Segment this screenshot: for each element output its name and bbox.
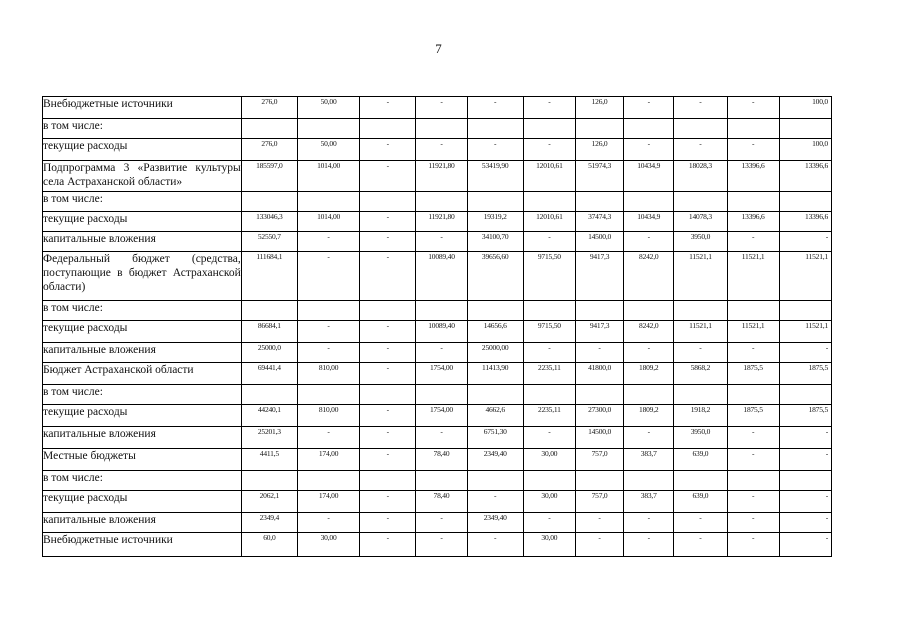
value-cell: 37474,3 [575,212,623,232]
value-cell [727,385,779,405]
value-cell: 2349,4 [241,513,297,533]
table-row [43,252,832,301]
value-cell: 25201,3 [241,427,297,449]
value-cell: - [360,212,416,232]
value-cell: - [297,232,359,252]
value-cell [674,385,727,405]
value-cell: - [360,161,416,192]
row-label: в том числе: [43,301,242,321]
row-label: Местные бюджеты [43,449,242,471]
value-cell: 757,0 [575,449,623,471]
value-cell: 25000,0 [241,343,297,363]
value-cell: 8242,0 [624,321,674,343]
value-cell [416,385,467,405]
value-cell: 10434,9 [624,212,674,232]
value-cell: - [523,427,575,449]
value-cell: 11521,1 [674,321,727,343]
table-row [43,533,832,557]
value-cell: 11521,1 [674,252,727,301]
row-label: Внебюджетные источники [43,97,242,119]
value-cell: - [297,252,359,301]
value-cell [467,119,523,139]
value-cell [297,301,359,321]
value-cell [624,301,674,321]
value-cell [674,119,727,139]
value-cell: - [727,232,779,252]
value-cell: - [674,139,727,161]
table-row [43,212,832,232]
budget-table [42,96,832,557]
value-cell: - [727,343,779,363]
row-label: текущие расходы [43,491,242,513]
value-cell: 276,0 [241,139,297,161]
value-cell [523,119,575,139]
value-cell [360,471,416,491]
value-cell: 19319,2 [467,212,523,232]
value-cell: 1754,00 [416,363,467,385]
row-label: Федеральный бюджет (средства, поступающие в бюджет Астраханской области) [43,252,242,301]
value-cell: - [416,97,467,119]
value-cell: - [674,533,727,557]
value-cell: - [360,513,416,533]
value-cell: - [674,343,727,363]
value-cell: 9417,3 [575,252,623,301]
value-cell: 60,0 [241,533,297,557]
value-cell: 41800,0 [575,363,623,385]
value-cell [624,471,674,491]
value-cell: 14078,3 [674,212,727,232]
value-cell: - [779,513,831,533]
value-cell: - [360,363,416,385]
value-cell: - [523,513,575,533]
value-cell: - [779,449,831,471]
row-label: капитальные вложения [43,513,242,533]
value-cell [575,301,623,321]
value-cell: - [727,97,779,119]
value-cell: - [575,343,623,363]
value-cell: 30,00 [297,533,359,557]
table-row [43,97,832,119]
value-cell: - [297,321,359,343]
table-row [43,161,832,192]
value-cell: 100,0 [779,139,831,161]
value-cell [523,301,575,321]
value-cell [467,385,523,405]
row-label: текущие расходы [43,321,242,343]
value-cell: 383,7 [624,491,674,513]
value-cell: 276,0 [241,97,297,119]
value-cell: 10434,9 [624,161,674,192]
table-row [43,343,832,363]
value-cell [674,192,727,212]
value-cell [297,385,359,405]
table-row [43,427,832,449]
value-cell: 11413,90 [467,363,523,385]
value-cell [467,192,523,212]
value-cell [360,192,416,212]
value-cell [624,119,674,139]
row-label: в том числе: [43,119,242,139]
value-cell: - [360,533,416,557]
value-cell [467,471,523,491]
value-cell [624,385,674,405]
value-cell: 18028,3 [674,161,727,192]
value-cell: 126,0 [575,97,623,119]
value-cell: 1875,5 [779,405,831,427]
table-row [43,301,832,321]
value-cell: 9417,3 [575,321,623,343]
value-cell: 13396,6 [779,212,831,232]
value-cell: - [467,491,523,513]
value-cell [727,192,779,212]
value-cell: 44240,1 [241,405,297,427]
table-row [43,491,832,513]
value-cell: - [360,252,416,301]
value-cell: - [575,533,623,557]
value-cell: 53419,90 [467,161,523,192]
value-cell: - [727,139,779,161]
table-row [43,192,832,212]
value-cell: 2349,40 [467,449,523,471]
value-cell: 1809,2 [624,363,674,385]
value-cell: 11921,80 [416,161,467,192]
value-cell [523,385,575,405]
row-label: капитальные вложения [43,232,242,252]
value-cell: - [624,513,674,533]
value-cell: 52550,7 [241,232,297,252]
value-cell: - [674,97,727,119]
value-cell: - [727,513,779,533]
value-cell: 39656,60 [467,252,523,301]
value-cell: 3950,0 [674,427,727,449]
value-cell: 1754,00 [416,405,467,427]
value-cell: 810,00 [297,363,359,385]
value-cell: 27300,0 [575,405,623,427]
row-label: текущие расходы [43,405,242,427]
value-cell: - [416,533,467,557]
value-cell [416,471,467,491]
value-cell: - [624,533,674,557]
value-cell: 9715,50 [523,252,575,301]
value-cell: 100,0 [779,97,831,119]
value-cell: 1875,5 [727,405,779,427]
value-cell [241,119,297,139]
value-cell: 11921,80 [416,212,467,232]
value-cell: 78,40 [416,491,467,513]
value-cell: 86684,1 [241,321,297,343]
row-label: в том числе: [43,385,242,405]
row-label: Подпрограмма 3 «Развитие культуры села Астраханской области» [43,161,242,192]
value-cell: 1014,00 [297,161,359,192]
value-cell: 2349,40 [467,513,523,533]
row-label: текущие расходы [43,212,242,232]
value-cell [360,301,416,321]
value-cell: - [523,139,575,161]
value-cell: - [360,343,416,363]
value-cell [523,471,575,491]
value-cell: - [297,513,359,533]
value-cell: - [360,405,416,427]
value-cell: 12010,61 [523,161,575,192]
row-label: в том числе: [43,471,242,491]
value-cell: 9715,50 [523,321,575,343]
value-cell: 1918,2 [674,405,727,427]
value-cell: 8242,0 [624,252,674,301]
value-cell [779,471,831,491]
value-cell: - [779,343,831,363]
value-cell: - [360,449,416,471]
row-label: Бюджет Астраханской области [43,363,242,385]
value-cell: 133046,3 [241,212,297,232]
value-cell: - [624,343,674,363]
value-cell: - [416,139,467,161]
value-cell: 78,40 [416,449,467,471]
value-cell: - [523,97,575,119]
value-cell: - [416,513,467,533]
value-cell: - [360,232,416,252]
value-cell [779,192,831,212]
value-cell: - [575,513,623,533]
value-cell: - [624,232,674,252]
value-cell: 1014,00 [297,212,359,232]
table-row [43,405,832,427]
value-cell: 14500,0 [575,232,623,252]
value-cell [241,192,297,212]
row-label: в том числе: [43,192,242,212]
value-cell: 11521,1 [727,252,779,301]
value-cell: - [523,232,575,252]
value-cell [241,301,297,321]
value-cell [416,192,467,212]
value-cell: 174,00 [297,491,359,513]
value-cell: 13396,6 [779,161,831,192]
row-label: капитальные вложения [43,427,242,449]
value-cell [779,119,831,139]
value-cell: - [727,427,779,449]
value-cell: 4411,5 [241,449,297,471]
value-cell [360,119,416,139]
value-cell [575,192,623,212]
value-cell: - [416,343,467,363]
table-row [43,385,832,405]
value-cell: 111684,1 [241,252,297,301]
value-cell: 126,0 [575,139,623,161]
value-cell: - [779,232,831,252]
value-cell: 30,00 [523,533,575,557]
value-cell: 1809,2 [624,405,674,427]
value-cell [624,192,674,212]
value-cell: - [624,97,674,119]
value-cell: 2235,11 [523,405,575,427]
value-cell: 30,00 [523,449,575,471]
table-row [43,139,832,161]
value-cell: 11521,1 [779,321,831,343]
value-cell: - [297,343,359,363]
table-row [43,119,832,139]
row-label: Внебюджетные источники [43,533,242,557]
value-cell [297,119,359,139]
value-cell: - [624,427,674,449]
value-cell: 810,00 [297,405,359,427]
table-row [43,363,832,385]
value-cell: - [779,491,831,513]
value-cell: - [360,139,416,161]
value-cell: - [727,491,779,513]
table-row [43,471,832,491]
value-cell: - [360,427,416,449]
value-cell: 185597,0 [241,161,297,192]
value-cell [467,301,523,321]
value-cell: 13396,6 [727,212,779,232]
value-cell: 12010,61 [523,212,575,232]
value-cell: - [624,139,674,161]
value-cell [779,385,831,405]
value-cell [297,192,359,212]
value-cell: 1875,5 [779,363,831,385]
value-cell [674,301,727,321]
value-cell [241,385,297,405]
value-cell [523,192,575,212]
value-cell [575,119,623,139]
table-row [43,513,832,533]
value-cell [416,119,467,139]
table-row [43,449,832,471]
value-cell: 30,00 [523,491,575,513]
value-cell: 4662,6 [467,405,523,427]
value-cell: 6751,30 [467,427,523,449]
value-cell: 14500,0 [575,427,623,449]
value-cell: 69441,4 [241,363,297,385]
row-label: капитальные вложения [43,343,242,363]
value-cell: 757,0 [575,491,623,513]
value-cell [779,301,831,321]
value-cell: 25000,00 [467,343,523,363]
value-cell: 50,00 [297,139,359,161]
value-cell: - [727,533,779,557]
value-cell: 639,0 [674,449,727,471]
value-cell: - [416,427,467,449]
value-cell: 14656,6 [467,321,523,343]
value-cell: 11521,1 [727,321,779,343]
value-cell [575,385,623,405]
value-cell: 1875,5 [727,363,779,385]
value-cell [674,471,727,491]
value-cell [416,301,467,321]
value-cell [241,471,297,491]
value-cell: - [360,321,416,343]
page-number: 7 [435,41,442,56]
value-cell: - [467,533,523,557]
value-cell: - [416,232,467,252]
value-cell: 10089,40 [416,321,467,343]
value-cell [727,471,779,491]
value-cell [727,301,779,321]
value-cell: - [727,449,779,471]
value-cell: - [674,513,727,533]
value-cell: - [467,139,523,161]
value-cell [727,119,779,139]
value-cell: - [360,97,416,119]
value-cell [360,385,416,405]
value-cell: - [360,491,416,513]
value-cell: 34100,70 [467,232,523,252]
value-cell: 50,00 [297,97,359,119]
value-cell: 11521,1 [779,252,831,301]
value-cell: - [467,97,523,119]
value-cell: 13396,6 [727,161,779,192]
table-row [43,232,832,252]
table-row [43,321,832,343]
value-cell: - [523,343,575,363]
value-cell: - [779,427,831,449]
value-cell: - [779,533,831,557]
value-cell: 383,7 [624,449,674,471]
value-cell [297,471,359,491]
row-label: текущие расходы [43,139,242,161]
value-cell: 2235,11 [523,363,575,385]
value-cell: 174,00 [297,449,359,471]
value-cell: - [297,427,359,449]
value-cell: 10089,40 [416,252,467,301]
value-cell [575,471,623,491]
value-cell: 639,0 [674,491,727,513]
value-cell: 51974,3 [575,161,623,192]
value-cell: 2062,1 [241,491,297,513]
value-cell: 3950,0 [674,232,727,252]
value-cell: 5868,2 [674,363,727,385]
